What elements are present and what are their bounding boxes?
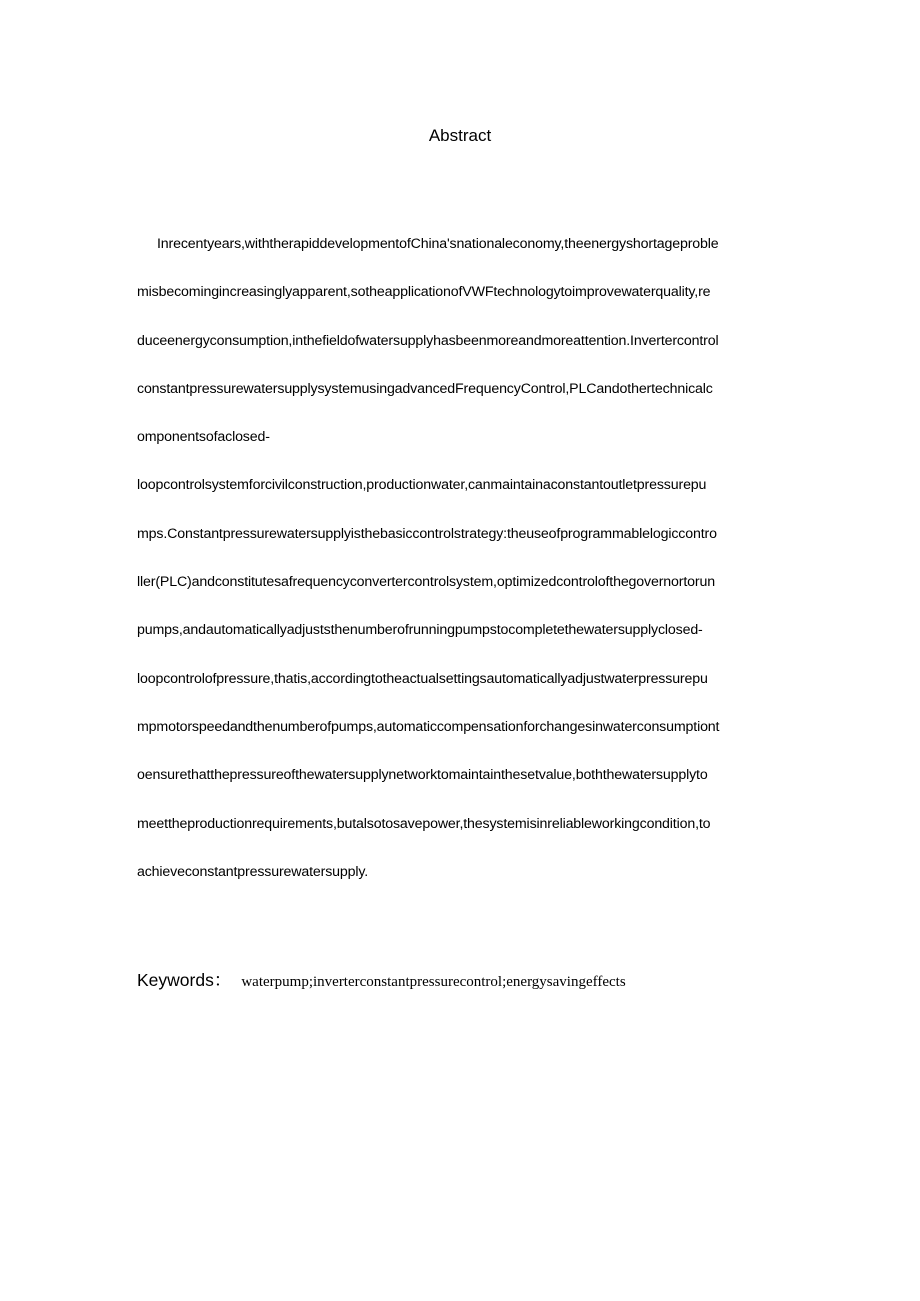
keywords-separator: ： (213, 970, 232, 990)
abstract-line: Inrecentyears,withtherapiddevelopmentofChina'snationaleconomy,theenergyshortageproble (157, 236, 719, 252)
abstract-body (137, 233, 797, 909)
abstract-line: loopcontrolofpressure,thatis,accordingtotheactualsettingsautomaticallyadjustwaterpressurepu (137, 670, 708, 687)
abstract-line: mpmotorspeedandthenumberofpumps,automaticcompensationforchangesinwaterconsumptiont (137, 718, 720, 735)
abstract-line: achieveconstantpressurewatersupply. (137, 863, 369, 880)
abstract-line: mps.Constantpressurewatersupplyisthebasiccontrolstrategy:theuseofprogrammablelogiccontro (137, 525, 717, 542)
abstract-line: oensurethatthepressureofthewatersupplynetworktomaintainthesetvalue,boththewatersupplyto (137, 767, 708, 784)
abstract-line: misbecomingincreasinglyapparent,sotheapplicationofVWFtechnologytoimprovewaterquality,re (137, 284, 711, 301)
abstract-line: loopcontrolsystemforcivilconstruction,productionwater,canmaintainaconstantoutletpressurepu (137, 477, 707, 494)
keywords-text: waterpump;inverterconstantpressurecontrol;energysavingeffects (241, 974, 626, 990)
abstract-line: omponentsofaclosed- (137, 429, 270, 446)
abstract-title: Abstract (428, 126, 492, 145)
abstract-line: ller(PLC)andconstitutesafrequencyconvertercontrolsystem,optimizedcontrolofthegovernortorun (137, 574, 715, 591)
abstract-line: duceenergyconsumption,inthefieldofwatersupplyhasbeenmoreandmoreattention.Invertercontrol (137, 332, 719, 349)
abstract-line: meettheproductionrequirements,butalsotosavepower,thesystemisinreliableworkingcondition,to (137, 815, 711, 832)
keywords-section (137, 967, 626, 994)
abstract-line: constantpressurewatersupplysystemusingadvancedFrequencyControl,PLCandothertechnicalc (137, 380, 713, 397)
abstract-line: pumps,andautomaticallyadjuststhenumberofrunningpumpstocompletethewatersupplyclosed- (137, 622, 703, 639)
keywords-label: Keywords (137, 970, 214, 990)
